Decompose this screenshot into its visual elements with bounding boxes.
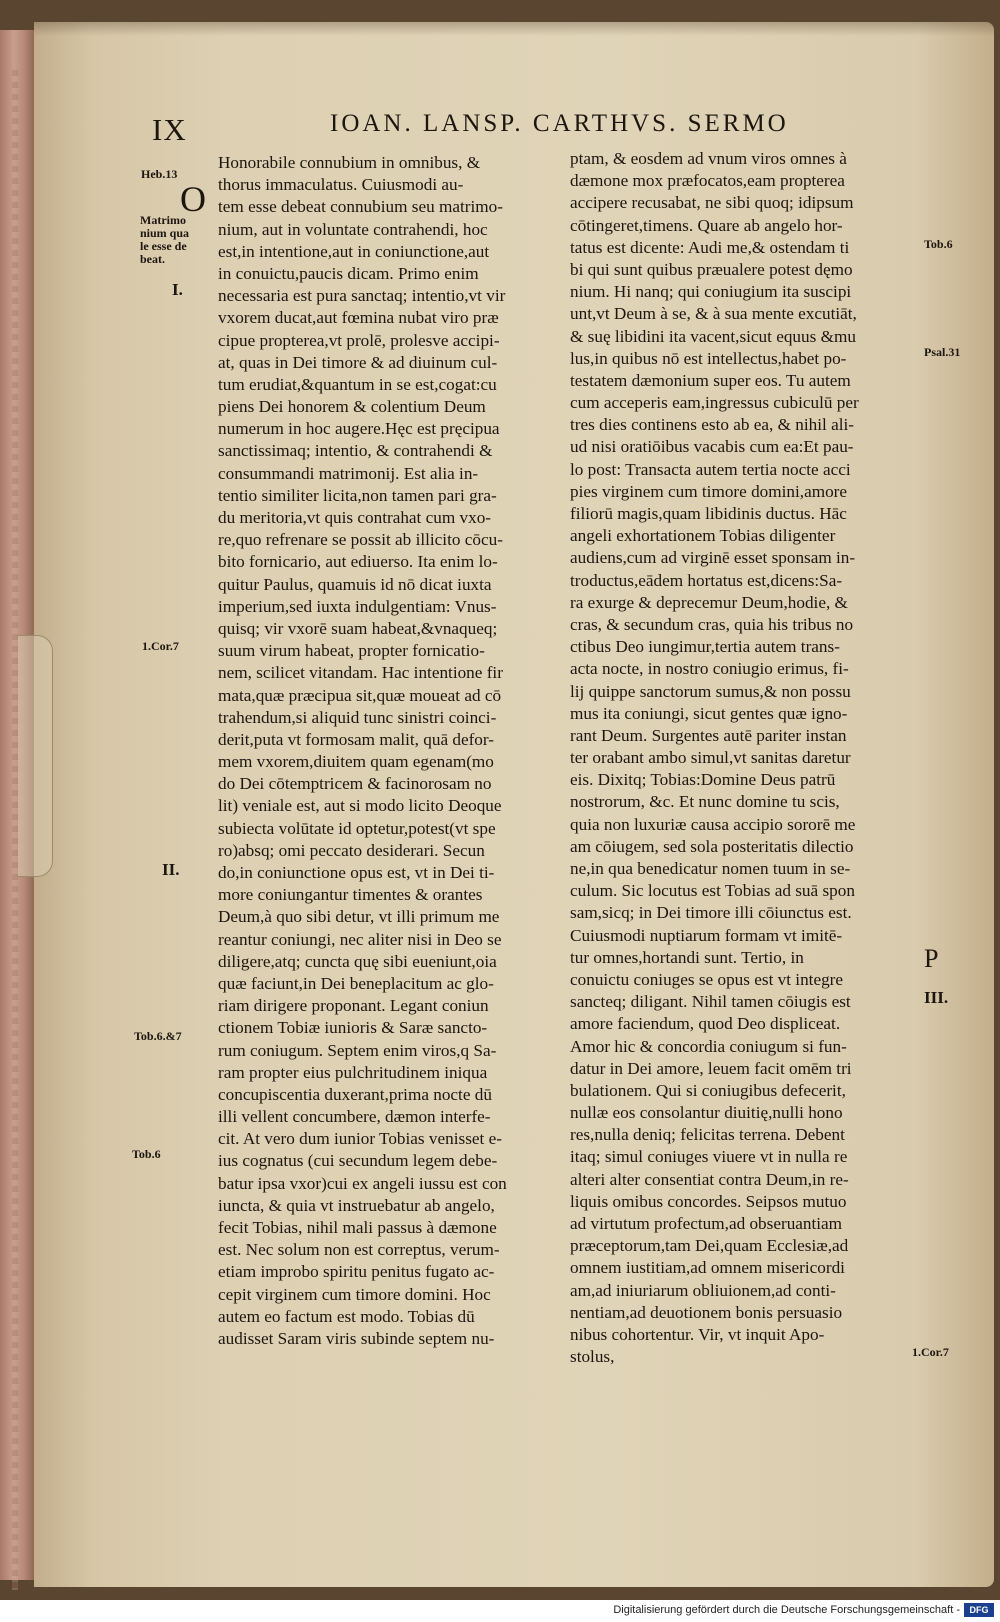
- page-top-shadow: [34, 22, 994, 36]
- text-line: ad virtutum profectum,ad obseruantiam: [570, 1214, 843, 1233]
- text-line: Amor hic & concordia coniugum si fun-: [570, 1036, 847, 1056]
- text-line: mem vxorem,diuitem quam egenam(mo: [218, 752, 494, 772]
- text-line: testatem dæmonium super eos. Tu autem: [570, 370, 851, 390]
- text-line: trahendum,si aliquid tunc sinistri coinci-: [218, 707, 497, 727]
- text-line: fecit Tobias, nihil mali passus à dæmone: [218, 1218, 497, 1237]
- text-line: numerum in hoc augere.Hęc est pręcipua: [218, 419, 500, 439]
- text-line: ro)absq; omi peccato desiderari. Secun: [218, 840, 485, 860]
- text-line: omnem iustitiam,ad omnem misericordi: [570, 1258, 845, 1278]
- dfg-logo: DFG: [964, 1603, 994, 1617]
- text-line: ctibus Deo iungimur,tertia autem trans-: [570, 637, 840, 657]
- section-numeral-3: III.: [924, 988, 949, 1007]
- text-line: Cuiusmodi nuptiarum formam vt imitē-: [570, 925, 843, 945]
- text-line: audiens,cum ad virginē esset sponsam in-: [570, 548, 856, 568]
- text-line: res,nulla deniq; felicitas terrena. Debent: [570, 1125, 845, 1145]
- text-line: at, quas in Dei timore & ad diuinum cul-: [218, 352, 498, 372]
- text-line: tur omnes,hortandi sunt. Tertio, in: [570, 947, 804, 967]
- margin-note-line: Matrimo: [140, 213, 186, 227]
- margin-note-tob-6-7: Tob.6.&7: [134, 1029, 182, 1043]
- text-line: audisset Saram viris subinde septem nu-: [218, 1328, 495, 1348]
- text-line: concupiscentia duxerant,prima nocte dū: [218, 1084, 492, 1104]
- text-line: filiorū magis,quam libidinis ductus. Hāc: [570, 504, 847, 523]
- text-line: culum. Sic locutus est Tobias ad suā spon: [570, 881, 855, 901]
- text-line: ram propter eius pulchritudinem iniqua: [218, 1062, 488, 1082]
- margin-note-tob-right: Tob.6: [924, 237, 953, 251]
- text-line: sam,sicq; in Dei timore illi cōiunctus est.: [570, 903, 852, 923]
- text-line: autem eo factum est modo. Tobias dū: [218, 1306, 475, 1326]
- text-line: stolus,: [570, 1347, 615, 1367]
- text-line: itaq; simul coniuges viuere vt in nulla re: [570, 1147, 848, 1167]
- text-line: acta nocte, in nostro coniugio erimus, fi-: [570, 659, 849, 679]
- text-line: quia non luxuriæ causa accipio sororē me: [570, 814, 856, 834]
- text-line: nostrorum, &c. Et nunc domine tu scis,: [570, 792, 840, 812]
- text-line: thorus immaculatus. Cuiusmodi au-: [218, 175, 464, 195]
- text-line: bi qui sunt quibus præualere potest dęmo: [570, 259, 853, 279]
- text-line: tum erudiat,&quantum in se est,cogat:cu: [218, 374, 497, 394]
- left-text-column: [218, 152, 556, 1350]
- text-line: iuncta, & quia vt instruebatur ab angelo,: [218, 1195, 495, 1215]
- margin-note-tob-6: Tob.6: [132, 1147, 161, 1161]
- text-line: consummandi matrimonij. Est alia in-: [218, 463, 479, 483]
- footer-bar: [0, 1600, 1000, 1622]
- text-line: rum coniugum. Septem enim viros,q Sa-: [218, 1040, 497, 1060]
- text-line: am cōiugem, sed sola posteritatis dilectio: [570, 836, 854, 856]
- text-line: cras, & secundum cras, quia his tribus no: [570, 614, 854, 634]
- text-line: sanctissimaq; intentio, & contrahendi &: [218, 441, 493, 461]
- text-line: in conuictu,paucis dicam. Primo enim: [218, 263, 479, 283]
- text-line: am,ad iniuriarum obliuionem,ad conti-: [570, 1280, 836, 1300]
- text-line: nibus cohortentur. Vir, vt inquit Apo-: [570, 1324, 825, 1344]
- text-line: tem esse debeat connubium seu matrimo-: [218, 197, 503, 217]
- margin-note-heb: Heb.13: [141, 167, 178, 181]
- text-line: amore faciendum, quod Deo displiceat.: [570, 1014, 841, 1034]
- text-line: lo post: Transacta autem tertia nocte acci: [570, 459, 851, 479]
- text-line: tres dies continens esto ab ea, & nihil ali-: [570, 415, 854, 435]
- text-line: du meritoria,vt quis contrahat cum vxo-: [218, 508, 492, 527]
- text-line: quitur Paulus, quamuis id nō dicat iuxta: [218, 574, 492, 594]
- text-line: lus,in quibus nō est intellectus,habet po-: [570, 348, 847, 368]
- text-line: bulationem. Qui si coniugibus defecerit,: [570, 1080, 846, 1100]
- text-line: rant Deum. Surgentes autē pariter instan: [570, 725, 847, 745]
- text-line: mus ita coniungi, sicut gentes quæ igno-: [570, 703, 848, 723]
- text-line: pies virginem cum timore domini,amore: [570, 481, 848, 501]
- text-line: tatus est dicente: Audi me,& ostendam ti: [570, 237, 850, 257]
- text-line: nium. Hi nanq; qui coniugium ita suscipi: [570, 282, 852, 302]
- text-line: batur ipsa vxor)cui ex angeli iussu est con: [218, 1173, 507, 1193]
- text-line: diligere,atq; cuncta quę sibi eueniunt,oia: [218, 951, 497, 971]
- text-line: angeli exhortationem Tobias diligenter: [570, 526, 836, 546]
- text-line: nium, aut in voluntate contrahendi, hoc: [218, 219, 488, 239]
- text-line: Deum,à quo sibi detur, vt illi primum me: [218, 907, 500, 927]
- text-line: suum virum habeat, propter fornicatio-: [218, 641, 485, 661]
- text-line: accipere recusabat, ne sibi quoq; idipsum: [570, 193, 854, 213]
- margin-note-cor-right: 1.Cor.7: [912, 1345, 949, 1359]
- text-line: cipue propterea,vt prolē, prolesve accipi-: [218, 330, 500, 350]
- text-line: est. Nec solum non est correptus, verum-: [218, 1240, 500, 1260]
- margin-note-line: nium qua: [140, 226, 190, 240]
- text-line: Honorabile connubium in omnibus, &: [218, 153, 481, 172]
- text-line: derit,puta vt formosam malit, quā defor-: [218, 729, 495, 749]
- section-numeral-1: I.: [172, 280, 183, 299]
- margin-note-psal: Psal.31: [924, 345, 961, 359]
- text-line: troductus,eādem hortatus est,dicens:Sa-: [570, 570, 843, 590]
- text-line: quisq; vir vxorē suam habeat,&vnaqueq;: [218, 618, 498, 638]
- text-line: ne,in qua benedicatur nomen tuum in se-: [570, 859, 851, 878]
- drop-initial: O: [180, 179, 206, 219]
- text-line: sancteq; diligant. Nihil tamen cōiugis est: [570, 992, 851, 1012]
- margin-note-line: beat.: [140, 252, 165, 266]
- text-line: eis. Dixitq; Tobias:Domine Deus patrū: [570, 770, 836, 790]
- text-line: liquis omibus concordes. Seipsos mutuo: [570, 1191, 847, 1211]
- text-line: tentio similiter licita,non tamen pari gra-: [218, 485, 497, 505]
- text-line: piens Dei honorem & colentium Deum: [218, 397, 486, 417]
- text-line: do Dei cōtemptricem & facinorosam no: [218, 774, 492, 794]
- text-line: alteri alter consentiat contra Deum,in re-: [570, 1169, 849, 1189]
- text-line: subiecta volūtate id optetur,potest(vt spe: [218, 818, 496, 838]
- text-line: & suę libidini ita vacent,sicut equus &mu: [570, 326, 856, 346]
- running-head: IOAN. LANSP. CARTHVS. SERMO: [330, 110, 789, 137]
- text-line: do,in coniunctione opus est, vt in Dei ti-: [218, 863, 495, 882]
- text-line: dæmone mox præfocatos,eam propterea: [570, 171, 845, 191]
- margin-note-line: le esse de: [140, 239, 187, 253]
- text-line: cum acceperis eam,ingressus cubiculū per: [570, 393, 859, 413]
- text-line: unt,vt Deum à se, & à sua mente excutiāt,: [570, 304, 857, 324]
- margin-letter-p: P: [924, 944, 939, 973]
- text-line: etiam improbo spiritu penitus fugato ac-: [218, 1262, 495, 1282]
- text-line: reantur coniungi, nec aliter nisi in Deo se: [218, 929, 502, 949]
- text-line: ud nisi oratiōibus vacabis cum ea:Et pau-: [570, 437, 854, 457]
- text-line: ra exurge & deprecemur Deum,hodie, &: [570, 592, 848, 612]
- text-line: est,in intentione,aut in coniunctione,aut: [218, 241, 490, 261]
- text-line: lij quippe sanctorum sumus,& non possu: [570, 681, 851, 701]
- text-line: conuictu coniuges se opus est vt integre: [570, 969, 844, 989]
- folio-number: IX: [152, 112, 187, 147]
- text-line: bito fornicario, aut ediuerso. Ita enim lo-: [218, 552, 498, 572]
- text-line: quæ faciunt,in Dei beneplacitum ac glo-: [218, 973, 494, 993]
- text-line: nem, scilicet vitandam. Hac intentione fir: [218, 663, 503, 683]
- text-line: imperium,sed iuxta indulgentiam: Vnus-: [218, 596, 497, 616]
- text-line: ter orabant ambo simul,vt sanitas daretur: [570, 748, 851, 768]
- right-text-column: [570, 148, 915, 1368]
- section-numeral-2: II.: [162, 860, 180, 879]
- text-line: ctionem Tobiæ iunioris & Saræ sancto-: [218, 1018, 488, 1038]
- text-line: necessaria est pura sanctaq; intentio,vt vir: [218, 286, 506, 306]
- text-line: ptam, & eosdem ad vnum viros omnes à: [570, 149, 847, 168]
- paper-clip-mark: [18, 635, 53, 877]
- footer-credit: Digitalisierung gefördert durch die Deutsche Forschungsgemeinschaft -: [613, 1604, 960, 1616]
- text-line: nentiam,ad deuotionem bonis persuasio: [570, 1302, 843, 1322]
- text-line: more coniungantur timentes & orantes: [218, 885, 483, 905]
- text-line: ius cognatus (cui secundum legem debe-: [218, 1151, 498, 1171]
- margin-note-cor: 1.Cor.7: [142, 639, 179, 653]
- text-line: datur in Dei amore, leuem facit omēm tri: [570, 1058, 852, 1078]
- text-line: præceptorum,tam Dei,quam Ecclesiæ,ad: [570, 1236, 849, 1256]
- text-line: mata,quæ præcipua sit,quæ moueat ad cō: [218, 685, 502, 705]
- text-line: re,quo refrenare se possit ab illicito cōcu-: [218, 530, 503, 550]
- text-line: nullæ eos consolantur diuitię,nulli hono: [570, 1103, 843, 1123]
- text-line: cepit virginem cum timore domini. Hoc: [218, 1284, 491, 1304]
- text-line: lit) veniale est, aut si modo licito Deoque: [218, 796, 502, 816]
- text-line: illi vellent concumbere, dæmon interfe-: [218, 1107, 491, 1127]
- text-line: vxorem ducat,aut fœmina nubat viro præ: [218, 308, 499, 328]
- text-line: cit. At vero dum iunior Tobias venisset e-: [218, 1129, 502, 1149]
- margin-note-matrimonium: [140, 214, 189, 266]
- text-line: riam dirigere proponant. Legant coniun: [218, 996, 489, 1016]
- text-line: cōtingeret,timens. Quare ab angelo hor-: [570, 215, 843, 235]
